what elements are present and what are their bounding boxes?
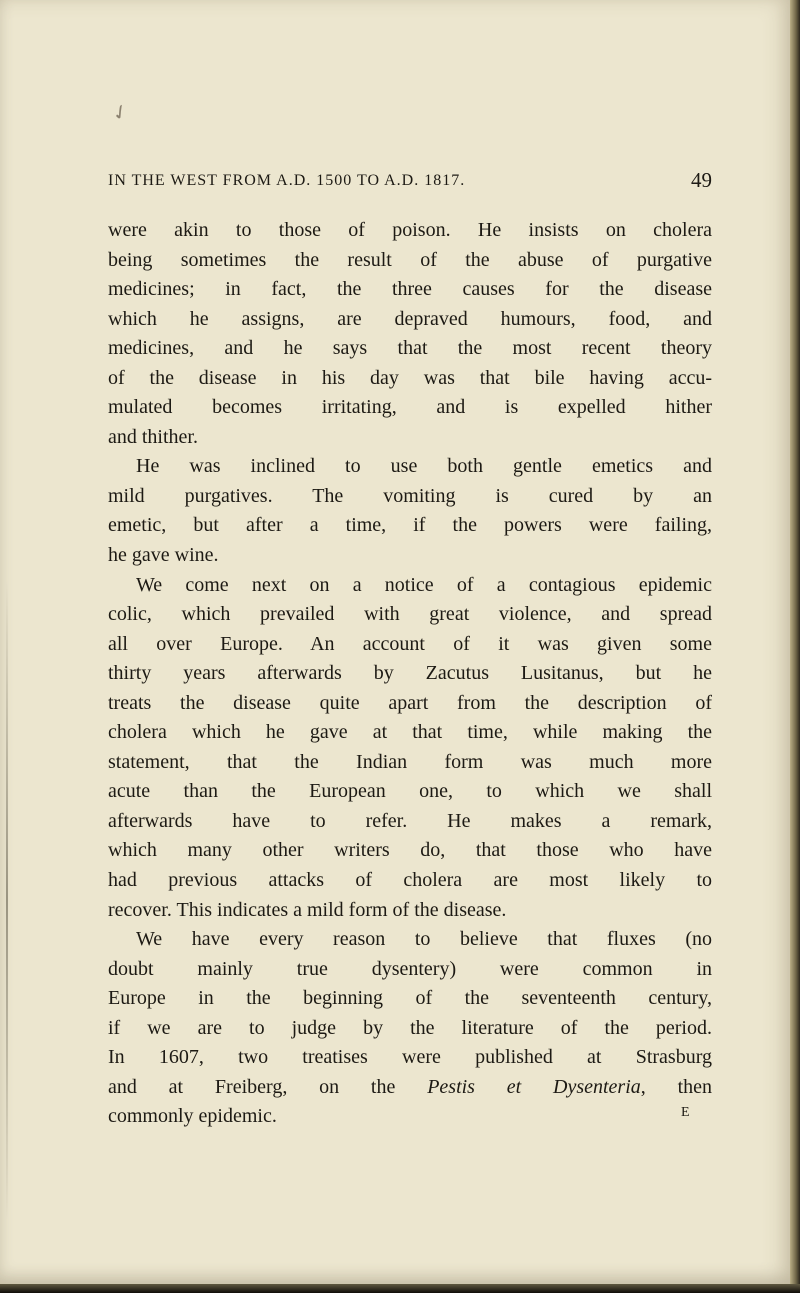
pencil-mark-icon: ✓ [107, 99, 134, 127]
text-line-with-italic [108, 1073, 712, 1103]
text-line: doubt mainly true dysentery) were common in [108, 957, 712, 980]
text-line: of the disease in his day was that bile having accu- [108, 366, 712, 389]
page-number: 49 [691, 168, 712, 192]
running-head [108, 168, 712, 200]
text-line: acute than the European one, to which we shall [108, 780, 712, 803]
text-line: which he assigns, are depraved humours, food, and [108, 307, 712, 330]
text-line: all over Europe. An account of it was given some [108, 632, 712, 655]
paragraph-last-line: and thither. [108, 425, 198, 448]
text-line: mild purgatives. The vomiting is cured by an [108, 484, 712, 507]
text-line: medicines; in fact, the three causes for the disease [108, 278, 712, 301]
text-line: medicines, and he says that the most recent theory [108, 337, 712, 360]
text-line: treats the disease quite apart from the description of [108, 691, 712, 714]
page-bottom-shadow [0, 1284, 800, 1293]
paragraph-last-line: he gave wine. [108, 544, 219, 567]
text-line: had previous attacks of cholera are most likely to [108, 869, 712, 892]
text-line: mulated becomes irritating, and is expelled hither [108, 396, 712, 419]
text-line: were akin to those of poison. He insists on cholera [108, 219, 712, 241]
text-line: which many other writers do, that those who have [108, 839, 712, 862]
text-line: In 1607, two treatises were published at Strasburg [108, 1046, 712, 1069]
text-line: statement, that the Indian form was much more [108, 750, 712, 773]
text-segment: and at Freiberg, on the [108, 1075, 396, 1098]
paragraph-first-line: We come next on a notice of a contagious epidemic [136, 573, 712, 596]
text-line: Europe in the beginning of the seventeenth century, [108, 987, 712, 1010]
signature-mark: E [681, 1105, 691, 1120]
paragraph-first-line: He was inclined to use both gentle emetics and [136, 455, 712, 478]
page-edge-shadow [790, 0, 800, 1293]
text-line: cholera which he gave at that time, while making the [108, 721, 712, 744]
italic-title: Pestis et Dysenteria [427, 1075, 641, 1098]
paragraph-last-line: recover. This indicates a mild form of the disease. [108, 898, 507, 921]
text-segment: , then [640, 1075, 712, 1098]
paragraph-last-line: commonly epidemic. [108, 1105, 277, 1128]
text-line: being sometimes the result of the abuse of purgative [108, 248, 712, 271]
text-line: colic, which prevailed with great violence, and spread [108, 603, 712, 626]
text-line: thirty years afterwards by Zacutus Lusitanus, but he [108, 662, 712, 685]
text-line: if we are to judge by the literature of the period. [108, 1016, 712, 1039]
text-line: afterwards have to refer. He makes a remark, [108, 809, 712, 832]
binding-mark [6, 580, 8, 1220]
running-head-title: IN THE WEST FROM A.D. 1500 TO A.D. 1817. [108, 172, 466, 189]
text-line: emetic, but after a time, if the powers were failing, [108, 514, 712, 537]
paragraph-first-line: We have every reason to believe that fluxes (no [136, 928, 712, 951]
body-text [108, 216, 712, 1132]
